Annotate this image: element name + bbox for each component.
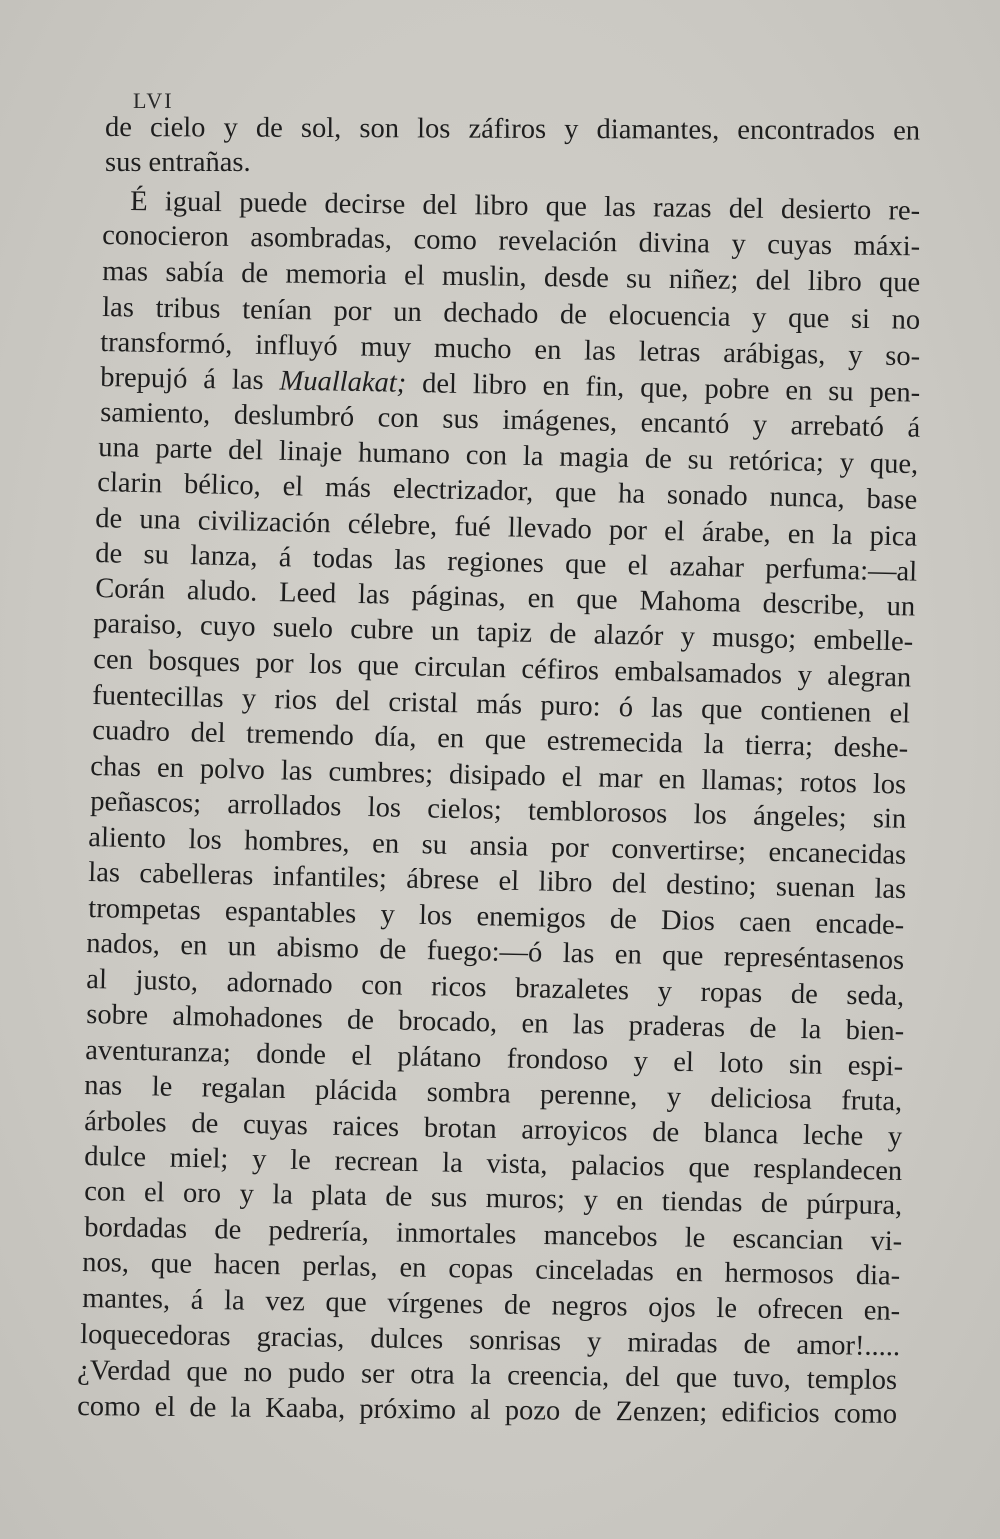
text-line: nados, en un abismo de fuego:—ó las en que represéntasenos — [86, 928, 905, 977]
text-line: chas en polvo las cumbres; disipado el mar en llamas; rotos los — [90, 751, 907, 801]
italic-title: Muallakat; — [279, 365, 407, 399]
text-line: con el oro y la plata de sus muros; y en tiendas de púrpura, — [84, 1176, 903, 1222]
text-line: de su lanza, á todas las regiones que el azahar perfuma:—al — [95, 538, 918, 588]
text-line: sus entrañas. — [105, 147, 251, 178]
text-line: loquecedoras gracias, dulces sonrisas y miradas de amor!..... — [80, 1319, 901, 1363]
text-line: fuentecillas y rios del cristal más puro: ó las que contienen el — [92, 680, 911, 730]
text-line: peñascos; arrollados los cielos; temblorosos los ángeles; sin — [90, 786, 907, 835]
text-line: cen bosques por los que circulan céfiros embalsamados y alegran — [93, 644, 912, 694]
text-line: de cielo y de sol, son los záfiros y diamantes, encontrados en — [105, 112, 921, 147]
text-line: samiento, deslumbró con sus imágenes, encantó y arrebató á — [100, 397, 921, 444]
text-line: como el de la Kaaba, próximo al pozo de Zenzen; edificios como — [77, 1391, 898, 1430]
text-line: al justo, adornado con ricos brazaletes y ropas de seda, — [86, 964, 905, 1013]
text-line: las cabelleras infantiles; ábrese el libro del destino; suenan las — [88, 857, 907, 906]
text-line: nas le regalan plácida sombra perenne, y deliciosa fruta, — [84, 1070, 903, 1118]
text-line: transformó, influyó muy mucho en las letras arábigas, y so- — [100, 327, 921, 373]
text-line: sobre almohadones de brocado, en las praderas de la bien- — [86, 999, 905, 1048]
text-line: una parte del linaje humano con la magia de su retórica; y que, — [98, 432, 919, 481]
text-line: Corán aludo. Leed las páginas, en que Mahoma describe, un — [95, 573, 916, 623]
text-line: dulce miel; y le recrean la vista, palacios que resplandecen — [84, 1141, 903, 1187]
text-line: clarin bélico, el más electrizador, que ha sonado nunca, base — [97, 467, 918, 516]
text-line: árboles de cuyas raices brotan arroyicos de blanca leche y — [84, 1106, 903, 1153]
text-line: las tribus tenían por un dechado de elocuencia y que si no — [102, 292, 921, 336]
text-segment: del libro en fin, que, pobre en su pen- — [405, 367, 921, 409]
text-line: mas sabía de memoria el muslin, desde su niñez; del libro que — [102, 256, 921, 299]
text-line: mantes, á la vez que vírgenes de negros ojos le ofrecen en- — [82, 1283, 901, 1327]
text-line: de una civilización célebre, fué llevado por el árabe, en la pica — [95, 503, 918, 553]
text-line: cuadro del tremendo día, en que estremecida la tierra; deshe- — [92, 715, 909, 765]
page-number: LVI — [133, 88, 174, 113]
text-line: É igual puede decirse del libro que las razas del desierto re- — [130, 186, 921, 227]
text-line: trompetas espantables y los enemigos de Dios caen encade- — [88, 893, 905, 942]
text-line: ¿Verdad que no pudo ser otra la creencia, del que tuvo, templos — [77, 1355, 898, 1397]
text-segment: brepujó á las — [100, 362, 280, 397]
text-line: aventuranza; donde el plátano frondoso y el loto sin espi- — [85, 1035, 904, 1083]
text-line: bordadas de pedrería, inmortales mancebos le escancian vi- — [84, 1212, 903, 1258]
text-line: nos, que hacen perlas, en copas cinceladas en hermosos dia- — [82, 1247, 901, 1292]
text-line: paraiso, cuyo suelo cubre un tapiz de alazór y musgo; embelle- — [93, 608, 914, 658]
text-line: aliento los hombres, en su ansia por convertirse; encanecidas — [88, 822, 907, 871]
text-line: conocieron asombradas, como revelación divina y cuyas máxi- — [102, 220, 921, 263]
